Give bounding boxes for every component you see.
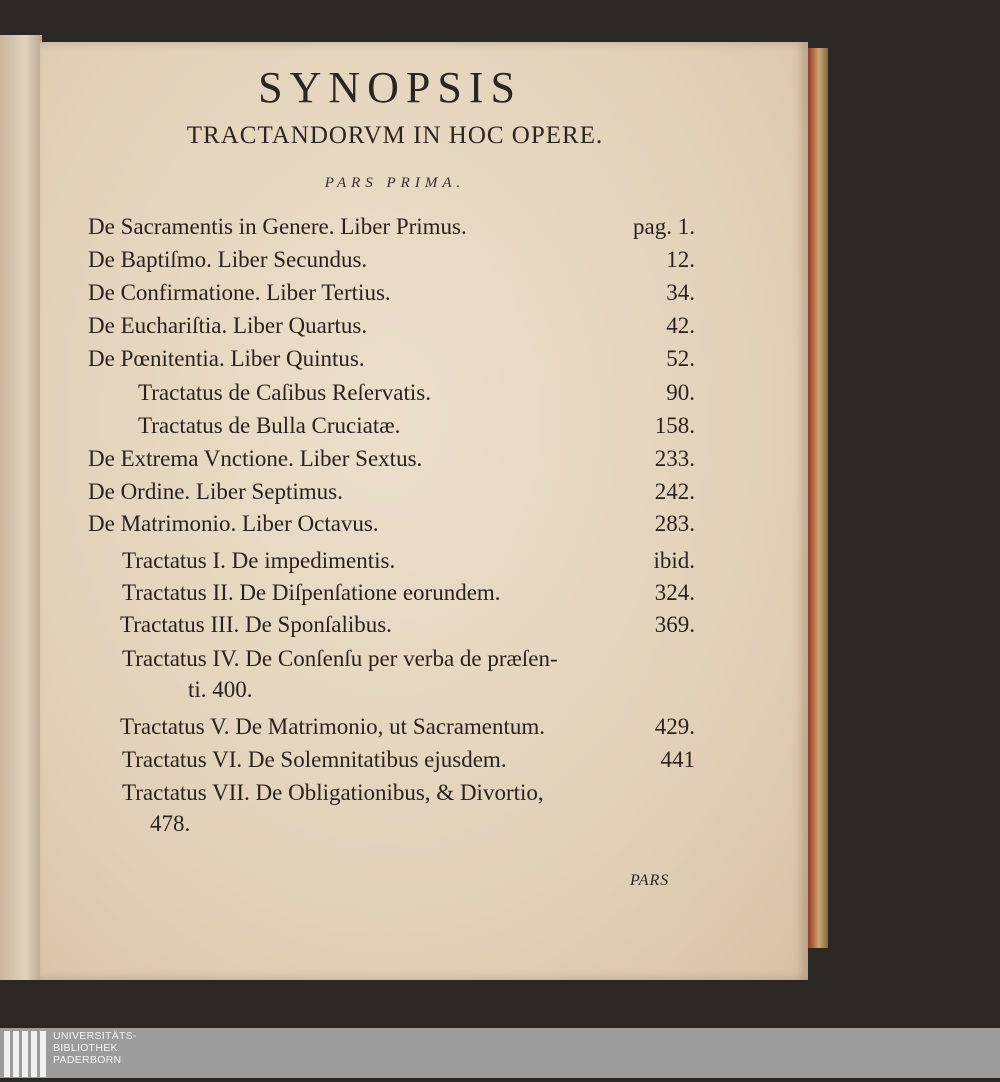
book-page [40, 42, 808, 980]
toc-entry-title: De Sacramentis in Genere. Liber Primus. [88, 214, 467, 239]
toc-entry [40, 214, 695, 244]
toc-entry [40, 247, 695, 277]
toc-entry-page: 12. [666, 247, 695, 272]
toc-entry [40, 413, 695, 443]
toc-entry-page: 158. [654, 413, 695, 438]
toc-entry-title: Tractatus V. De Matrimonio, ut Sacramentum. [120, 714, 546, 739]
toc-entry-title: Tractatus de Bulla Cruciatæ. [138, 413, 401, 438]
toc-entry-title: Tractatus II. De Diſpenſatione eorundem. [122, 580, 501, 605]
toc-entry [40, 780, 695, 810]
library-name-line: PADERBORN [53, 1054, 122, 1066]
toc-entry [40, 646, 695, 676]
toc-entry-title: Tractatus de Caſibus Reſervatis. [138, 380, 431, 405]
toc-entry-page: 90. [666, 380, 695, 405]
toc-entry [40, 714, 695, 744]
toc-entry-continuation: ti. 400. [188, 677, 253, 702]
toc-entry-title: De Confirmatione. Liber Tertius. [88, 280, 391, 305]
toc-entry-title: De Extrema Vnctione. Liber Sextus. [88, 446, 423, 471]
toc-entry-title: De Baptiſmo. Liber Secundus. [88, 247, 368, 272]
page-subtitle: TRACTANDORVM IN HOC OPERE. [186, 122, 604, 149]
toc-entry-page: ibid. [653, 548, 695, 573]
toc-entry-page: 283. [654, 511, 695, 536]
toc-entry-page: 52. [666, 346, 695, 371]
toc-entry [40, 612, 695, 642]
page-title: SYNOPSIS [258, 63, 522, 112]
toc-entry-page: 233. [654, 446, 695, 471]
toc-entry-page: 34. [666, 280, 695, 305]
toc-entry-title: De Euchariſtia. Liber Quartus. [88, 313, 368, 338]
library-name-line: BIBLIOTHEK [53, 1042, 118, 1054]
library-footer [0, 1028, 1000, 1078]
toc-entry-title: Tractatus I. De impedimentis. [122, 548, 396, 573]
toc-entry-continuation: 478. [150, 811, 191, 836]
toc-entry-page: 324. [654, 580, 695, 605]
toc-entry [40, 580, 695, 610]
catchword: PARS [630, 872, 670, 889]
toc-entry [40, 548, 695, 578]
toc-entry [40, 511, 695, 541]
section-heading: PARS PRIMA. [324, 175, 466, 191]
toc-entry [40, 380, 695, 410]
toc-entry-title: Tractatus VII. De Obligationibus, & Divortio, [122, 780, 544, 805]
toc-entry [40, 747, 695, 777]
library-name-line: UNIVERSITÄTS- [53, 1030, 137, 1042]
toc-entry-title: De Ordine. Liber Septimus. [88, 479, 343, 504]
toc-entry-title: De Matrimonio. Liber Octavus. [88, 511, 379, 536]
toc-entry [40, 280, 695, 310]
toc-entry [40, 446, 695, 476]
toc-entry-page: 369. [654, 612, 695, 637]
toc-entry-page: 242. [654, 479, 695, 504]
toc-entry [40, 479, 695, 509]
left-page-edge [0, 35, 42, 980]
library-logo-icon [4, 1031, 49, 1082]
toc-entry-title: Tractatus IV. De Conſenſu per verba de præſen- [122, 646, 558, 671]
toc-entry-page: 441 [660, 747, 695, 772]
toc-entry-title: Tractatus III. De Sponſalibus. [120, 612, 392, 637]
library-name [53, 1030, 137, 1066]
toc-entry-page: 429. [654, 714, 695, 739]
toc-entry-page: pag. 1. [633, 214, 695, 239]
toc-entry [40, 313, 695, 343]
toc-entry-title: De Pœnitentia. Liber Quintus. [88, 346, 365, 371]
toc-entry [40, 346, 695, 376]
toc-entry-page: 42. [666, 313, 695, 338]
toc-entry-title: Tractatus VI. De Solemnitatibus ejusdem. [122, 747, 507, 772]
